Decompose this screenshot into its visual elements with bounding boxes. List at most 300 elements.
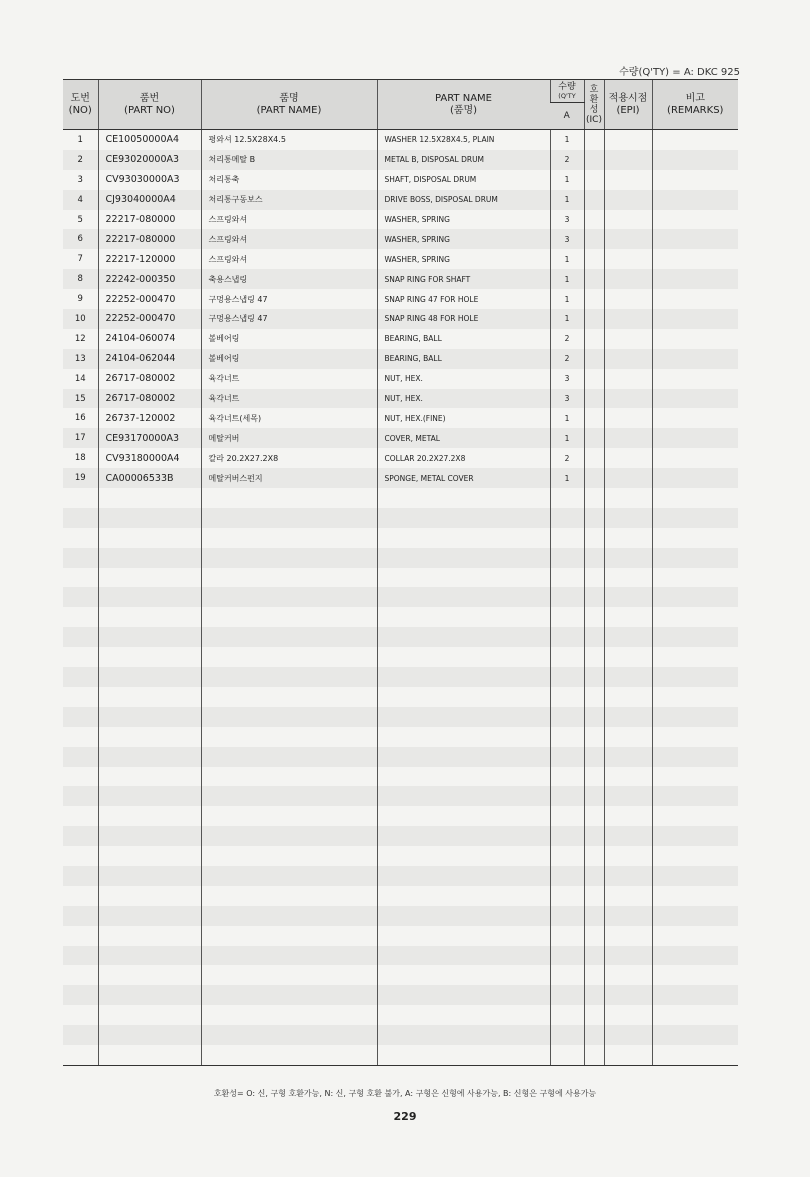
- row-epi: [604, 190, 652, 210]
- row-qty: 3: [550, 369, 584, 389]
- row-name-kr: [201, 727, 377, 747]
- row-part-no: [98, 627, 201, 647]
- col-no-en: (NO): [68, 104, 92, 116]
- table-row: [63, 369, 738, 389]
- row-part-no: 26717-080002: [98, 369, 201, 389]
- row-epi: [604, 926, 652, 946]
- col-partno-kr: 품번: [139, 92, 160, 104]
- row-part-no: [98, 767, 201, 787]
- row-no: 7: [77, 254, 83, 265]
- col-ic-l1: 호: [589, 84, 599, 95]
- row-remarks: [652, 1045, 738, 1065]
- col-ic-l4: (IC): [586, 114, 602, 125]
- row-name-en: [377, 786, 550, 806]
- table-row: [63, 607, 738, 627]
- row-remarks: [652, 687, 738, 707]
- row-name-en: [377, 767, 550, 787]
- col-epi-en: (EPI): [616, 104, 640, 116]
- row-qty: [550, 667, 584, 687]
- row-no: 16: [74, 413, 86, 424]
- row-name-en: COVER, METAL: [377, 428, 550, 448]
- col-header-epi: [604, 80, 652, 130]
- row-no: [63, 906, 98, 926]
- row-qty: [550, 806, 584, 826]
- row-part-no: [98, 568, 201, 588]
- row-name-kr: 볼베어링: [201, 329, 377, 349]
- row-part-no: [98, 707, 201, 727]
- row-ic: [584, 1045, 604, 1065]
- row-remarks: [652, 428, 738, 448]
- row-part-no: 22252-000470: [98, 309, 201, 329]
- row-ic: [584, 508, 604, 528]
- row-qty: 2: [550, 150, 584, 170]
- row-no: [63, 607, 98, 627]
- row-epi: [604, 866, 652, 886]
- table-row: [63, 767, 738, 787]
- row-epi: [604, 468, 652, 488]
- row-qty: [550, 1005, 584, 1025]
- row-epi: [604, 667, 652, 687]
- row-part-no: 24104-062044: [98, 349, 201, 369]
- row-part-no: [98, 886, 201, 906]
- row-qty: [550, 985, 584, 1005]
- row-remarks: [652, 906, 738, 926]
- table-row: [63, 349, 738, 369]
- row-remarks: [652, 210, 738, 230]
- table-row: [63, 389, 738, 409]
- row-part-no: [98, 846, 201, 866]
- table-row: [63, 647, 738, 667]
- row-remarks: [652, 389, 738, 409]
- row-epi: [604, 727, 652, 747]
- row-name-en: [377, 846, 550, 866]
- row-epi: [604, 508, 652, 528]
- table-row: [63, 747, 738, 767]
- row-epi: [604, 389, 652, 409]
- table-row: [63, 667, 738, 687]
- page-number: 229: [393, 1110, 417, 1123]
- row-no: [63, 528, 98, 548]
- row-no: [63, 587, 98, 607]
- row-qty: 1: [550, 269, 584, 289]
- row-part-no: [98, 548, 201, 568]
- table-row: [63, 309, 738, 329]
- row-part-no: [98, 607, 201, 627]
- row-no: [63, 1045, 98, 1065]
- row-name-en: [377, 667, 550, 687]
- table-row: [63, 468, 738, 488]
- table-row: [63, 229, 738, 249]
- row-remarks: [652, 1005, 738, 1025]
- row-qty: [550, 747, 584, 767]
- row-qty: [550, 1045, 584, 1065]
- row-part-no: [98, 508, 201, 528]
- row-part-no: [98, 727, 201, 747]
- row-remarks: [652, 1025, 738, 1045]
- row-name-kr: 처리통축: [201, 170, 377, 190]
- table-row: [63, 1045, 738, 1065]
- row-remarks: [652, 985, 738, 1005]
- row-name-en: SNAP RING FOR SHAFT: [377, 269, 550, 289]
- row-ic: [584, 229, 604, 249]
- col-partname2-kr: (품명): [449, 104, 478, 116]
- row-epi: [604, 150, 652, 170]
- row-part-no: 22252-000470: [98, 289, 201, 309]
- row-part-no: [98, 826, 201, 846]
- row-ic: [584, 329, 604, 349]
- row-name-kr: [201, 767, 377, 787]
- row-name-kr: [201, 508, 377, 528]
- row-no: [63, 886, 98, 906]
- row-name-kr: 스프링와셔: [201, 210, 377, 230]
- row-part-no: [98, 747, 201, 767]
- row-remarks: [652, 528, 738, 548]
- row-ic: [584, 210, 604, 230]
- row-qty: 3: [550, 389, 584, 409]
- row-name-kr: [201, 1045, 377, 1065]
- row-remarks: [652, 707, 738, 727]
- row-no: [63, 647, 98, 667]
- row-remarks: [652, 866, 738, 886]
- row-part-no: 26717-080002: [98, 389, 201, 409]
- row-name-kr: [201, 906, 377, 926]
- row-part-no: 22242-000350: [98, 269, 201, 289]
- row-qty: [550, 926, 584, 946]
- row-name-en: [377, 985, 550, 1005]
- row-epi: [604, 269, 652, 289]
- row-name-en: NUT, HEX.: [377, 369, 550, 389]
- col-qty-en: (Q'TY: [558, 92, 576, 100]
- table-row: [63, 408, 738, 428]
- row-remarks: [652, 965, 738, 985]
- row-name-en: [377, 1045, 550, 1065]
- col-header-part-name-kr: [201, 80, 377, 130]
- row-name-en: WASHER, SPRING: [377, 249, 550, 269]
- row-no: [63, 508, 98, 528]
- row-no: [63, 627, 98, 647]
- row-qty: [550, 607, 584, 627]
- row-name-en: [377, 687, 550, 707]
- row-name-en: SNAP RING 47 FOR HOLE: [377, 289, 550, 309]
- row-name-en: NUT, HEX.: [377, 389, 550, 409]
- row-ic: [584, 249, 604, 269]
- row-remarks: [652, 806, 738, 826]
- row-epi: [604, 627, 652, 647]
- table-row: [63, 1005, 738, 1025]
- col-header-part-no: [98, 80, 201, 130]
- table-row: [63, 528, 738, 548]
- row-qty: 3: [550, 229, 584, 249]
- table-row: [63, 806, 738, 826]
- row-name-en: SNAP RING 48 FOR HOLE: [377, 309, 550, 329]
- row-name-en: [377, 806, 550, 826]
- row-no: [63, 985, 98, 1005]
- row-name-kr: [201, 886, 377, 906]
- row-part-no: CV93030000A3: [98, 170, 201, 190]
- row-qty: 1: [550, 190, 584, 210]
- row-part-no: [98, 1045, 201, 1065]
- row-part-no: [98, 687, 201, 707]
- row-name-en: [377, 548, 550, 568]
- table-row: [63, 448, 738, 468]
- row-no: 17: [63, 428, 98, 448]
- table-row: [63, 965, 738, 985]
- row-remarks: [652, 926, 738, 946]
- row-qty: 2: [550, 448, 584, 468]
- row-epi: [604, 1045, 652, 1065]
- row-ic: [584, 687, 604, 707]
- row-remarks: [652, 130, 738, 150]
- row-name-kr: 육각너트: [201, 389, 377, 409]
- row-remarks: [652, 548, 738, 568]
- row-name-en: NUT, HEX.(FINE): [377, 408, 550, 428]
- row-part-no: CA00006533B: [98, 468, 201, 488]
- row-part-no: [98, 786, 201, 806]
- row-no: [63, 548, 98, 568]
- row-qty: [550, 846, 584, 866]
- row-qty: 1: [550, 170, 584, 190]
- row-no: [63, 946, 98, 966]
- row-name-kr: 육각너트(세목): [201, 408, 377, 428]
- col-partno-en: (PART NO): [124, 104, 175, 116]
- row-name-kr: [201, 946, 377, 966]
- row-name-en: BEARING, BALL: [377, 329, 550, 349]
- row-no: 9: [77, 294, 83, 305]
- row-name-en: [377, 1005, 550, 1025]
- row-remarks: [652, 667, 738, 687]
- row-qty: [550, 647, 584, 667]
- row-name-kr: [201, 926, 377, 946]
- table-row: [63, 846, 738, 866]
- row-remarks: [652, 946, 738, 966]
- row-ic: [584, 886, 604, 906]
- row-epi: [604, 965, 652, 985]
- row-no: [63, 846, 98, 866]
- row-qty: 1: [550, 428, 584, 448]
- row-ic: [584, 965, 604, 985]
- row-no: [63, 488, 98, 508]
- row-no: 13: [63, 349, 98, 369]
- row-ic: [584, 389, 604, 409]
- row-name-kr: [201, 627, 377, 647]
- row-no: [63, 926, 98, 946]
- table-row: [63, 1025, 738, 1045]
- row-remarks: [652, 369, 738, 389]
- row-qty: [550, 1025, 584, 1045]
- row-name-kr: [201, 667, 377, 687]
- row-remarks: [652, 727, 738, 747]
- row-epi: [604, 607, 652, 627]
- row-ic: [584, 627, 604, 647]
- row-name-en: [377, 1025, 550, 1045]
- row-no: 3: [77, 174, 83, 185]
- row-qty: 2: [550, 329, 584, 349]
- row-qty: [550, 587, 584, 607]
- row-remarks: [652, 826, 738, 846]
- row-ic: [584, 130, 604, 150]
- col-header-ic: [584, 80, 604, 130]
- row-no: 18: [74, 453, 86, 464]
- table-row: [63, 826, 738, 846]
- row-name-en: BEARING, BALL: [377, 349, 550, 369]
- row-part-no: 22217-120000: [98, 249, 201, 269]
- table-row: [63, 926, 738, 946]
- row-name-kr: 메탈커버스펀지: [201, 468, 377, 488]
- table-row: [63, 886, 738, 906]
- row-epi: [604, 886, 652, 906]
- row-part-no: [98, 1025, 201, 1045]
- row-epi: [604, 985, 652, 1005]
- row-ic: [584, 468, 604, 488]
- row-ic: [584, 906, 604, 926]
- row-qty: 1: [550, 468, 584, 488]
- row-epi: [604, 707, 652, 727]
- row-ic: [584, 926, 604, 946]
- row-epi: [604, 846, 652, 866]
- row-epi: [604, 587, 652, 607]
- row-remarks: [652, 448, 738, 468]
- row-name-en: [377, 707, 550, 727]
- row-ic: [584, 607, 604, 627]
- row-qty: [550, 946, 584, 966]
- row-epi: [604, 428, 652, 448]
- table-row: [63, 190, 738, 210]
- row-remarks: [652, 269, 738, 289]
- row-no: 10: [63, 309, 98, 329]
- row-ic: [584, 150, 604, 170]
- row-name-en: SPONGE, METAL COVER: [377, 468, 550, 488]
- col-ic-l2: 환: [589, 94, 599, 105]
- row-name-kr: [201, 747, 377, 767]
- row-epi: [604, 488, 652, 508]
- row-no: 15: [63, 389, 98, 409]
- row-name-kr: [201, 488, 377, 508]
- col-partname-en: (PART NAME): [256, 104, 322, 116]
- row-qty: 1: [550, 289, 584, 309]
- row-remarks: [652, 329, 738, 349]
- row-part-no: [98, 965, 201, 985]
- row-name-kr: [201, 687, 377, 707]
- row-no: [63, 965, 98, 985]
- row-remarks: [652, 627, 738, 647]
- row-no: [63, 707, 98, 727]
- row-ic: [584, 786, 604, 806]
- row-epi: [604, 906, 652, 926]
- table-row: [63, 727, 738, 747]
- table-row: [63, 269, 738, 289]
- row-part-no: [98, 1005, 201, 1025]
- col-ic-l3: 성: [589, 104, 599, 115]
- row-epi: [604, 946, 652, 966]
- row-remarks: [652, 229, 738, 249]
- row-qty: [550, 786, 584, 806]
- row-epi: [604, 568, 652, 588]
- row-no: [63, 826, 98, 846]
- row-remarks: [652, 249, 738, 269]
- row-remarks: [652, 587, 738, 607]
- row-no: [63, 1005, 98, 1025]
- row-name-en: [377, 587, 550, 607]
- row-epi: [604, 687, 652, 707]
- row-part-no: CE10050000A4: [98, 130, 201, 150]
- row-remarks: [652, 767, 738, 787]
- row-ic: [584, 667, 604, 687]
- row-name-kr: [201, 647, 377, 667]
- row-ic: [584, 1025, 604, 1045]
- row-ic: [584, 727, 604, 747]
- col-no-kr: 도번: [70, 92, 90, 104]
- row-name-kr: 볼베어링: [201, 349, 377, 369]
- row-remarks: [652, 170, 738, 190]
- col-qty-kr: 수량: [558, 82, 576, 92]
- row-ic: [584, 946, 604, 966]
- row-name-kr: 구멍용스냅링 47: [201, 309, 377, 329]
- row-epi: [604, 1025, 652, 1045]
- row-name-kr: [201, 568, 377, 588]
- table-row: [63, 329, 738, 349]
- row-ic: [584, 488, 604, 508]
- row-name-kr: [201, 806, 377, 826]
- row-name-kr: [201, 587, 377, 607]
- row-part-no: [98, 647, 201, 667]
- row-remarks: [652, 568, 738, 588]
- row-name-kr: [201, 1005, 377, 1025]
- table-row: [63, 428, 738, 448]
- row-no: [63, 667, 98, 687]
- table-row: [63, 587, 738, 607]
- row-ic: [584, 369, 604, 389]
- row-epi: [604, 210, 652, 230]
- row-no: [63, 786, 98, 806]
- row-part-no: [98, 946, 201, 966]
- row-remarks: [652, 786, 738, 806]
- row-part-no: [98, 926, 201, 946]
- row-remarks: [652, 508, 738, 528]
- row-name-en: [377, 568, 550, 588]
- row-qty: [550, 528, 584, 548]
- row-name-en: [377, 946, 550, 966]
- row-name-en: [377, 627, 550, 647]
- table-row: [63, 985, 738, 1005]
- row-no: [63, 806, 98, 826]
- row-name-kr: [201, 985, 377, 1005]
- row-remarks: [652, 607, 738, 627]
- row-qty: [550, 568, 584, 588]
- row-ic: [584, 846, 604, 866]
- row-part-no: [98, 906, 201, 926]
- row-part-no: [98, 587, 201, 607]
- row-ic: [584, 767, 604, 787]
- row-name-en: WASHER, SPRING: [377, 210, 550, 230]
- col-header-qty: [550, 80, 584, 103]
- row-no: 5: [77, 214, 83, 225]
- footer-note: 호환성= O: 신, 구형 호환가능, N: 신, 구형 호환 불가, A: 구형은 신형에 사용가능, B: 신형은 구형에 사용가능: [213, 1089, 597, 1098]
- row-ic: [584, 866, 604, 886]
- row-part-no: CV93180000A4: [98, 448, 201, 468]
- row-qty: [550, 767, 584, 787]
- row-ic: [584, 985, 604, 1005]
- row-epi: [604, 329, 652, 349]
- row-ic: [584, 170, 604, 190]
- row-ic: [584, 428, 604, 448]
- row-name-kr: 축용스냅링: [201, 269, 377, 289]
- row-epi: [604, 826, 652, 846]
- table-row: [63, 707, 738, 727]
- row-part-no: [98, 667, 201, 687]
- row-name-kr: 구멍용스냅링 47: [201, 289, 377, 309]
- row-remarks: [652, 150, 738, 170]
- row-name-en: [377, 826, 550, 846]
